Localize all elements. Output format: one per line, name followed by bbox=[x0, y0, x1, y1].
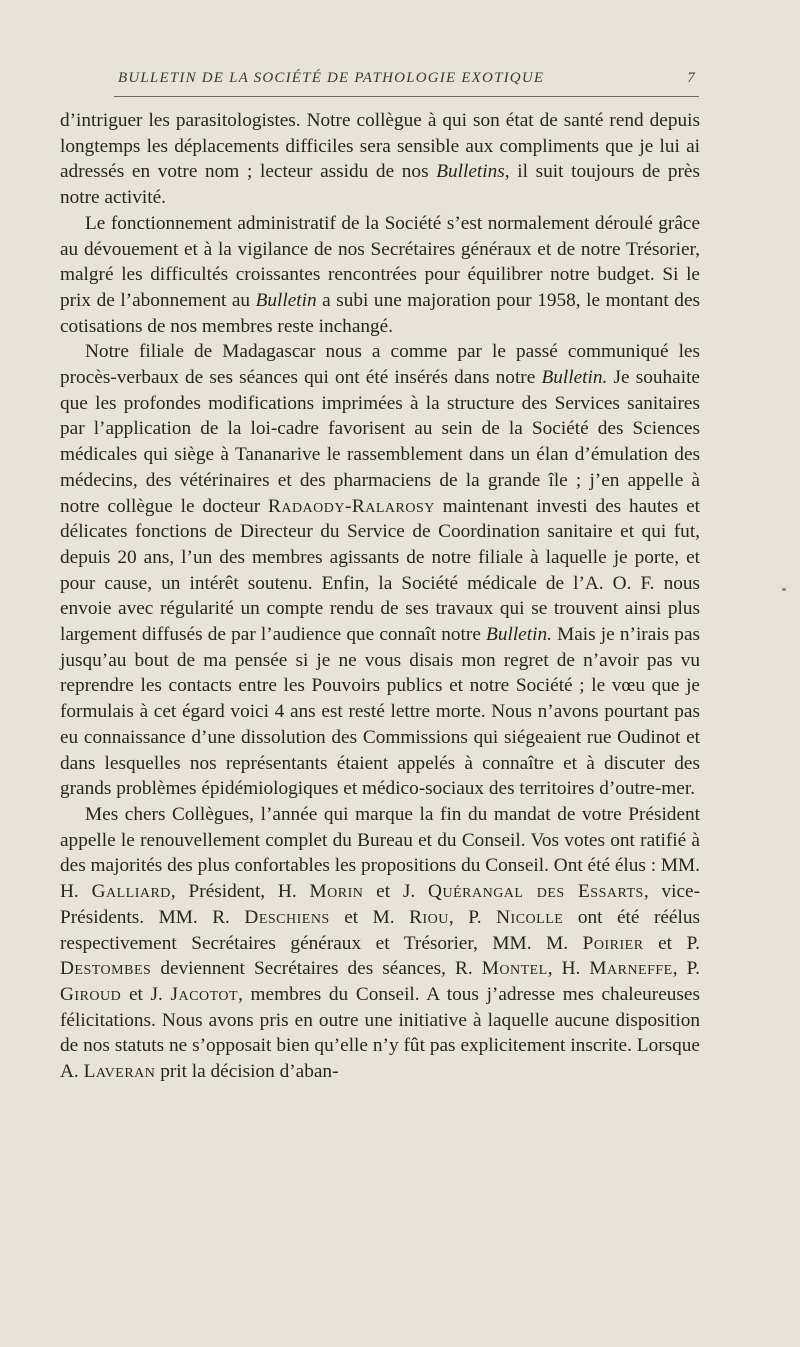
italic-title: Bulletin bbox=[255, 289, 317, 311]
author-name: Deschiens bbox=[244, 906, 330, 928]
text-run: , Président, H. bbox=[170, 881, 310, 903]
text-run: , vice-Présidents. MM. R. bbox=[60, 881, 700, 928]
text-run: deviennent Secrétaires des séances, R. bbox=[151, 958, 482, 980]
author-name: Giroud bbox=[60, 983, 122, 1005]
text-run: et J. bbox=[363, 881, 429, 903]
text-run: Mes chers Collègues, l’année qui marque la fin du mandat de votre Président appelle le renouvellement complet du Bureau et du Conseil. Vos votes ont ratifié à des majorités des plus confortables les propositions du Conseil. Ont été élus : MM. H. bbox=[60, 803, 700, 903]
author-name: Marneffe bbox=[589, 958, 673, 980]
text-run: a subi une majoration pour 1958, le montant des cotisations de nos membres reste inchangé. bbox=[60, 289, 701, 337]
header-rule bbox=[114, 96, 699, 97]
paragraph bbox=[60, 211, 700, 340]
italic-title: Bulletin. bbox=[486, 624, 552, 646]
author-name: Laveran bbox=[83, 1061, 156, 1083]
text-run: , P. bbox=[448, 906, 497, 928]
text-run: Je souhaite que les profondes modifications imprimées à la structure des Services sanitaires par l’application de la loi-cadre favorisent au sein de la Société des Sciences médicales qui siège à Tananarive le rassemblement dans un élan d’émulation des médecins, des vétérinaires et des pharmaciens de la grande île ; j’en appelle à notre collègue le docteur bbox=[60, 367, 700, 517]
text-run: prit la décision d’aban- bbox=[155, 1061, 339, 1083]
running-head bbox=[118, 66, 696, 90]
page-number: 7 bbox=[687, 70, 696, 86]
author-name: Nicolle bbox=[496, 906, 564, 928]
italic-title: Bulletins bbox=[436, 161, 505, 183]
italic-title: Bulletin. bbox=[541, 367, 608, 389]
paragraph bbox=[60, 339, 700, 802]
author-name: Jacotot bbox=[170, 983, 239, 1005]
author-name: Galliard bbox=[91, 881, 171, 903]
text-run: , P. bbox=[672, 958, 701, 980]
text-run: maintenant investi des hautes et délicates fonctions de Directeur du Service de Coordination sanitaire et qui fut, depuis 20 ans, l’un des membres agissants de notre filiale à laquelle je porte, et pour cause, un intérêt soutenu. Enfin, la Société médicale de l’A. O. F. nous envoie avec régularité un compte rendu de ses travaux qui se trouvent ainsi plus largement diffusés de par l’audience que connaît notre bbox=[60, 495, 700, 646]
author-name: Morin bbox=[309, 881, 364, 903]
author-name: Poirier bbox=[582, 932, 644, 954]
author-name: Montel bbox=[481, 958, 548, 980]
article-body bbox=[60, 108, 700, 1085]
paragraph bbox=[60, 108, 700, 211]
text-run: d’intriguer les parasitologistes. Notre collègue à qui son état de santé rend depuis longtemps les déplacements difficiles sera sensible aux compliments que je lui ai adressés en votre nom ; lecteur assidu de nos bbox=[60, 110, 700, 183]
text-run: , il suit toujours de près notre activité. bbox=[60, 161, 700, 209]
text-run: et P. bbox=[643, 932, 701, 954]
text-run: Mais je n’irais pas jusqu’au bout de ma pensée si je ne vous disais mon regret de n’avoir pas vu reprendre les contacts entre les Pouvoirs publics et notre Société ; le vœu que je formulais à cet égard voici 4 ans est resté lettre morte. Nous n’avons pourtant pas eu connaissance d’une dissolution des Commissions qui siégeaient rue Oudinot et dans lesquelles nos représentants étaient appelés à connaître et à discuter des grands problèmes épidémiologiques et médico-sociaux des territoires d’outre-mer. bbox=[60, 624, 701, 800]
text-run: ont été réélus respectivement Secrétaires généraux et Trésorier, MM. M. bbox=[60, 906, 700, 954]
text-run: , H. bbox=[547, 958, 590, 980]
margin-speck bbox=[782, 588, 786, 591]
paragraph bbox=[60, 802, 700, 1085]
text-run: et M. bbox=[329, 906, 410, 928]
author-name: Riou bbox=[409, 906, 449, 928]
author-name: Destombes bbox=[60, 958, 152, 980]
text-run: Le fonctionnement administratif de la Société s’est normalement déroulé grâce au dévouement et à la vigilance de nos Secrétaires généraux et de notre Trésorier, malgré les difficultés croissantes rencontrées pour équilibrer notre budget. Si le prix de l’abonnement au bbox=[60, 212, 700, 311]
journal-title: BULLETIN DE LA SOCIÉTÉ DE PATHOLOGIE EXOTIQUE bbox=[118, 70, 545, 86]
text-run: , membres du Conseil. A tous j’adresse mes chaleureuses félicitations. Nous avons pris en outre une initiative à laquelle aucune disposition de nos statuts ne s’opposait bien qu’elle n’y fût pas explicitement inscrite. Lorsque A. bbox=[60, 983, 700, 1083]
author-name: Quérangal des Essarts bbox=[428, 881, 644, 903]
text-run: Notre filiale de Madagascar nous a comme par le passé communiqué les procès-verbaux de ses séances qui ont été insérés dans notre bbox=[60, 341, 700, 389]
author-name: Radaody-Ralarosy bbox=[267, 495, 435, 517]
text-run: et J. bbox=[121, 983, 171, 1005]
